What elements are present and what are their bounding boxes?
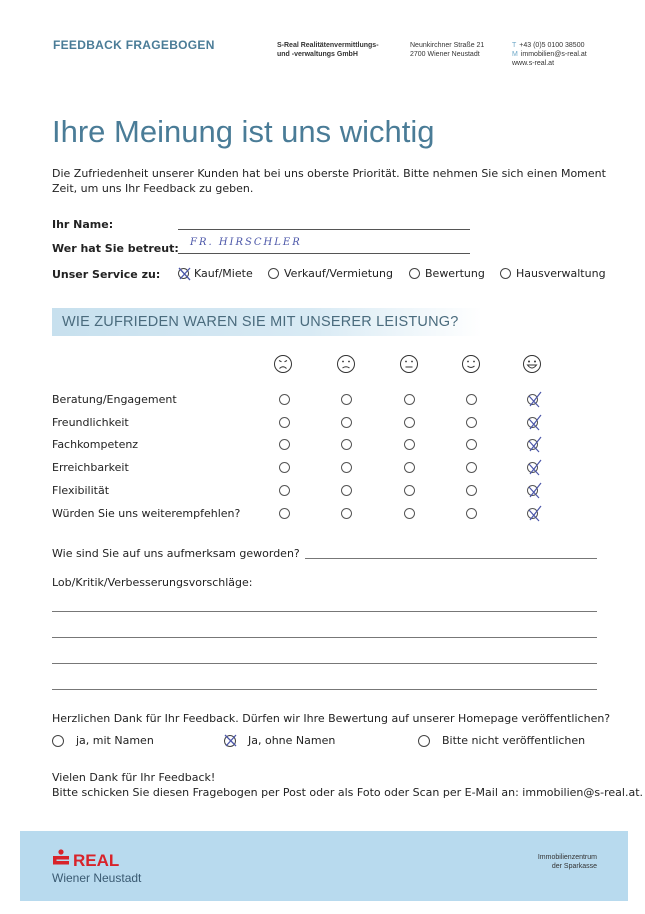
rating-radio-checked[interactable] [527,485,538,496]
publish-option-none[interactable]: Bitte nicht veröffentlichen [418,734,585,747]
phone-number: +43 (0)5 0100 38500 [519,42,585,49]
rating-label-freundlichkeit: Freundlichkeit [52,416,129,429]
very-happy-face-icon [522,354,542,374]
rating-radio[interactable] [341,417,352,428]
service-option-verkauf-vermietung[interactable]: Verkauf/Vermietung [268,267,393,280]
rating-radio[interactable] [404,508,415,519]
comments-label: Lob/Kritik/Verbesserungsvorschläge: [52,576,253,589]
radio-icon[interactable] [418,735,430,747]
company-name: S-Real Realitätenvermittlungs- und -verwaltungs GmbH [277,42,379,58]
rating-radio[interactable] [341,485,352,496]
comments-line-2[interactable] [52,637,597,638]
instructions-text: Bitte schicken Sie diesen Fragebogen per Post oder als Foto oder Scan per E-Mail an: immobilien@s-real.at. [52,786,643,799]
check-mark-icon [524,503,546,525]
rating-radio[interactable] [466,439,477,450]
section-title: WIE ZUFRIEDEN WAREN SIE MIT UNSERER LEISTUNG? [62,314,459,330]
rating-radio[interactable] [404,462,415,473]
rating-radio[interactable] [466,508,477,519]
company-contact: T +43 (0)5 0100 38500 M immobilien@s-real.at www.s-real.at [512,42,587,67]
rating-radio[interactable] [404,439,415,450]
publish-question: Herzlichen Dank für Ihr Feedback. Dürfen wir Ihre Bewertung auf unserer Homepage veröffentlichen? [52,712,611,725]
company-address: Neunkirchner Straße 21 2700 Wiener Neustadt [410,42,485,58]
advisor-field[interactable] [178,253,470,254]
rating-radio[interactable] [404,394,415,405]
footer-brand-text: Immobilienzentrum der Sparkasse [537,854,597,870]
rating-radio[interactable] [279,417,290,428]
unhappy-face-icon [336,354,356,374]
rating-radio[interactable] [341,462,352,473]
form-title: FEEDBACK FRAGEBOGEN [53,38,215,52]
rating-label-weiterempfehlen: Würden Sie uns weiterempfehlen? [52,507,241,520]
rating-label-beratung: Beratung/Engagement [52,393,177,406]
rating-radio[interactable] [466,394,477,405]
comments-line-1[interactable] [52,611,597,612]
rating-radio-checked[interactable] [527,462,538,473]
publish-option-with-name[interactable]: ja, mit Namen [52,734,154,747]
neutral-face-icon [399,354,419,374]
rating-radio[interactable] [466,417,477,428]
rating-label-flexibilitaet: Flexibilität [52,484,110,497]
radio-icon[interactable] [268,268,279,279]
rating-radio-checked[interactable] [527,417,538,428]
source-question: Wie sind Sie auf uns aufmerksam geworden? [52,547,300,560]
radio-icon[interactable] [409,268,420,279]
logo-subtitle: Wiener Neustadt [52,871,142,885]
rating-radio[interactable] [279,462,290,473]
sparkasse-logo-icon [52,849,70,869]
footer-text [52,770,643,800]
intro-text: Die Zufriedenheit unserer Kunden hat bei uns oberste Priorität. Bitte nehmen Sie sich einen Moment Zeit, um uns Ihr Feedback zu geben. [52,167,606,195]
advisor-label: Wer hat Sie betreut: [52,242,179,255]
radio-icon[interactable] [52,735,64,747]
service-option-bewertung[interactable]: Bewertung [409,267,485,280]
name-field[interactable] [178,229,470,230]
happy-face-icon [461,354,481,374]
rating-radio[interactable] [279,439,290,450]
logo-name: REAL [73,851,120,870]
thanks-text: Vielen Dank für Ihr Feedback! [52,771,216,784]
rating-radio[interactable] [404,417,415,428]
rating-radio[interactable] [404,485,415,496]
comments-line-3[interactable] [52,663,597,664]
rating-radio[interactable] [279,394,290,405]
rating-radio-checked[interactable] [527,439,538,450]
rating-radio-checked[interactable] [527,508,538,519]
check-mark-icon [524,480,546,502]
rating-label-erreichbarkeit: Erreichbarkeit [52,461,129,474]
advisor-value: FR. HIRSCHLER [190,237,302,248]
rating-radio[interactable] [341,394,352,405]
website[interactable]: www.s-real.at [512,60,555,67]
very-unhappy-face-icon [273,354,293,374]
service-option-kauf-miete[interactable]: Kauf/Miete [178,267,253,280]
rating-label-fachkompetenz: Fachkompetenz [52,438,139,451]
rating-radio[interactable] [341,439,352,450]
check-mark-icon [524,412,546,434]
check-mark-icon [524,389,546,411]
service-option-hausverwaltung[interactable]: Hausverwaltung [500,267,606,280]
email-address[interactable]: immobilien@s-real.at [520,51,587,58]
publish-option-without-name[interactable]: Ja, ohne Namen [224,734,335,747]
rating-radio[interactable] [466,485,477,496]
check-mark-icon [524,434,546,456]
rating-radio[interactable] [341,508,352,519]
comments-line-4[interactable] [52,689,597,690]
rating-radio[interactable] [279,508,290,519]
rating-radio[interactable] [279,485,290,496]
rating-radio-checked[interactable] [527,394,538,405]
rating-radio[interactable] [466,462,477,473]
source-input[interactable] [305,558,597,559]
radio-checked-icon[interactable] [178,268,189,279]
service-label: Unser Service zu: [52,268,161,281]
radio-icon[interactable] [500,268,511,279]
name-label: Ihr Name: [52,218,114,231]
radio-checked-icon[interactable] [224,735,236,747]
page-title: Ihre Meinung ist uns wichtig [52,114,435,149]
check-mark-icon [524,457,546,479]
